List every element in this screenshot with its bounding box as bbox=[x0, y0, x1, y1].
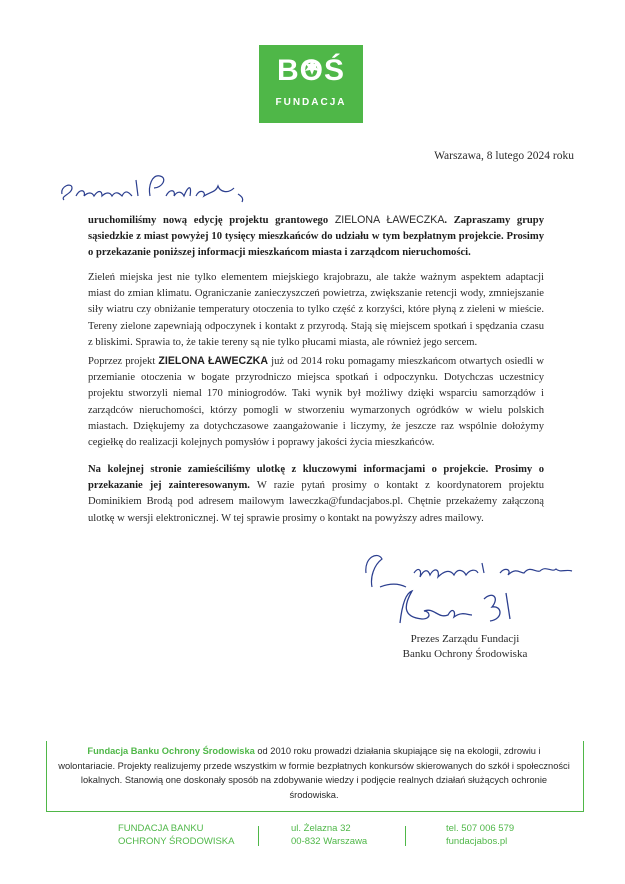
logo-fundacja-text: FUNDACJA bbox=[275, 97, 347, 108]
footer-org-line-1: FUNDACJA BANKU bbox=[118, 823, 204, 834]
logo-bos-text: BOŚ bbox=[276, 54, 345, 87]
history-part-c: już od 2014 roku pomagamy mieszkańcom otwartych osiedli w przemianie otoczenia w bogate przyrodniczo miejsca spotkań i odpoczynku. Dotychczas uczestnicy projektu stworzyli niemal 170 miniogrodów. Taki wynik był możliwy dzięki wsparciu samorządów i zarządców nieruchomości, którzy pomogli w stworzeniu wymarzonych ogródków w wielu polskich miastach. Dziękujemy za dotychczasowe zaangażowanie i liczymy, że jeszcze raz wspólnie dołożymy cegiełkę do realizacji kolejnych pomysłów i poprawy jakości życia mieszkańców. bbox=[88, 356, 544, 449]
paragraph-project-history bbox=[88, 353, 544, 451]
letter-date: Warszawa, 8 lutego 2024 roku bbox=[434, 150, 574, 162]
footer-contact bbox=[446, 822, 514, 848]
info-body: od 2010 roku prowadzi działania skupiające się na ekologii, zdrowiu i wolontariacie. Projekty realizujemy przede wszystkim w formie bezpłatnych konkursów skierowanych do szkół i społeczności lokalnych. Stanowią one doskonały sposób na zdobywanie wiedzy i podjęcie realnych działań służących ochronie środowiska. bbox=[58, 746, 570, 800]
handwritten-greeting bbox=[58, 166, 258, 206]
bos-logo bbox=[259, 45, 363, 123]
intro-part-c: . Zapraszamy grupy sąsiedzkie z miast powyżej 10 tysięcy mieszkańców do udziału w tym bezpłatnym projekcie. Prosimy o przekazanie poniższej informacji mieszkańcom miasta i zarządcom nieruchomości. bbox=[88, 215, 544, 259]
paragraph-intro bbox=[88, 212, 544, 262]
history-part-a: Poprzez projekt bbox=[88, 356, 159, 367]
footer-divider bbox=[258, 826, 259, 846]
info-box-text bbox=[58, 744, 570, 802]
footer-phone: tel. 507 006 579 bbox=[446, 823, 515, 834]
contact-rest: W razie pytań prosimy o kontakt z koordynatorem projektu Dominikiem Brodą pod adresem mailowym laweczka@fundacjabos.pl. Chętnie przekażemy załączoną ulotkę w wersji elektronicznej. W tej sprawie prosimy o kontakt na powyższy adres mailowy. bbox=[88, 480, 544, 524]
footer-organization bbox=[118, 822, 234, 848]
signature bbox=[392, 585, 542, 630]
info-highlight: Fundacja Banku Ochrony Środowiska bbox=[87, 746, 255, 756]
paragraph-urban-greenery: Zieleń miejska jest nie tylko elementem miejskiego krajobrazu, ale także ważnym aspektem adaptacji miast do zmian klimatu. Ograniczanie zanieczyszczeń powietrza, zwiększanie retencji wody, zmniejszanie siły wiatru czy obniżanie temperatury otoczenia to tylko część z korzyści, które płyną z zieleni w mieście. Tereny zielone zapewniają odpoczynek i kontakt z przyrodą. Stają się miejscem spotkań i spędzania czasu z bliskimi. Sprawia to, że takie tereny są nie tylko płucami miasta, ale również jego sercem. bbox=[88, 272, 544, 348]
footer-address bbox=[291, 822, 367, 848]
footer-address-street: ul. Żelazna 32 bbox=[291, 823, 351, 834]
footer-org-line-2: OCHRONY ŚRODOWISKA bbox=[118, 836, 235, 847]
history-project-name: ZIELONA ŁAWECZKA bbox=[158, 355, 268, 367]
contact-bold: Na kolejnej stronie zamieściliśmy ulotkę z kluczowymi informacjami o projekcie. Prosimy o przekazanie jej zainteresowanym. bbox=[88, 464, 544, 492]
intro-project-name: ZIELONA ŁAWECZKA bbox=[334, 214, 445, 226]
footer-website[interactable]: fundacjabos.pl bbox=[446, 836, 508, 847]
paragraph-contact bbox=[88, 462, 544, 527]
footer-divider bbox=[405, 826, 406, 846]
intro-part-a: uruchomiliśmy nową edycję projektu grantowego bbox=[88, 215, 335, 226]
footer-address-city: 00-832 Warszawa bbox=[291, 836, 368, 847]
signatory-line-2: Banku Ochrony Środowiska bbox=[402, 648, 528, 660]
signatory-line-1: Prezes Zarządu Fundacji bbox=[410, 633, 520, 645]
